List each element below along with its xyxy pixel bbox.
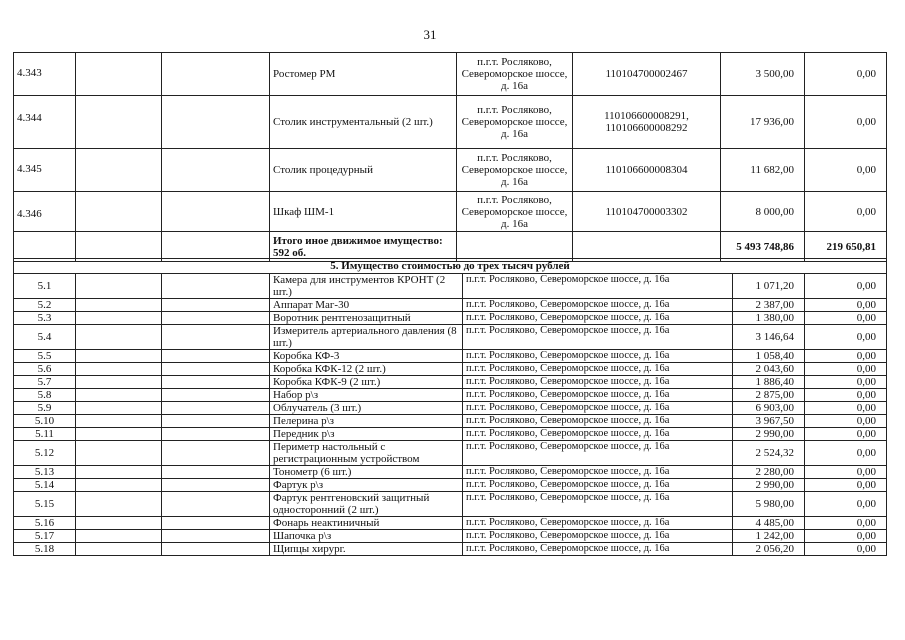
table-row — [14, 428, 887, 441]
residual-value: 0,00 — [805, 492, 887, 517]
empty-cell — [162, 325, 270, 350]
cost-value: 8 000,00 — [721, 192, 805, 232]
cost-value: 2 990,00 — [733, 479, 805, 492]
residual-value: 0,00 — [805, 402, 887, 415]
empty-cell — [162, 192, 270, 232]
residual-value: 0,00 — [805, 363, 887, 376]
residual-value: 0,00 — [805, 389, 887, 402]
empty-cell — [76, 466, 162, 479]
inventory-number: 110106600008291, 110106600008292 — [573, 96, 721, 149]
item-name: Набор р\з — [270, 389, 463, 402]
empty-cell — [76, 479, 162, 492]
cost-value: 1 380,00 — [733, 312, 805, 325]
cost-value: 2 875,00 — [733, 389, 805, 402]
table-row — [14, 466, 887, 479]
row-number: 5.8 — [14, 389, 76, 402]
residual-value: 0,00 — [805, 415, 887, 428]
empty-cell — [76, 149, 162, 192]
cost-value: 2 990,00 — [733, 428, 805, 441]
table-row — [14, 376, 887, 389]
row-number: 5.1 — [14, 274, 76, 299]
empty-cell — [76, 312, 162, 325]
table-row — [14, 415, 887, 428]
row-number: 5.15 — [14, 492, 76, 517]
cost-value: 3 500,00 — [721, 53, 805, 96]
item-location: п.г.т. Росляково, Североморское шоссе, д. 16а — [463, 415, 733, 428]
item-location: п.г.т. Росляково, Североморское шоссе, д. 16а — [463, 376, 733, 389]
empty-cell — [76, 299, 162, 312]
cost-value: 2 524,32 — [733, 441, 805, 466]
table-row — [14, 530, 887, 543]
item-name: Коробка КФК-12 (2 шт.) — [270, 363, 463, 376]
cost-value: 2 043,60 — [733, 363, 805, 376]
empty-cell — [76, 415, 162, 428]
row-number: 4.343 — [14, 53, 76, 96]
row-number: 4.345 — [14, 149, 76, 192]
row-number: 4.346 — [14, 192, 76, 232]
item-name: Аппарат Маг-30 — [270, 299, 463, 312]
cost-value: 2 280,00 — [733, 466, 805, 479]
item-name: Ростомер РМ — [270, 53, 457, 96]
inventory-number: 110104700003302 — [573, 192, 721, 232]
empty-cell — [162, 543, 270, 556]
empty-cell — [76, 441, 162, 466]
residual-value: 0,00 — [805, 312, 887, 325]
empty-cell — [162, 389, 270, 402]
empty-cell — [162, 376, 270, 389]
item-location: п.г.т. Росляково, Североморское шоссе, д. 16а — [463, 402, 733, 415]
empty-cell — [162, 149, 270, 192]
empty-cell — [76, 53, 162, 96]
item-location: п.г.т. Росляково, Североморское шоссе, д. 16а — [463, 325, 733, 350]
empty-cell — [162, 96, 270, 149]
item-name: Шкаф ШМ-1 — [270, 192, 457, 232]
item-name: Фонарь неактиничный — [270, 517, 463, 530]
item-name: Фартук рентгеновский защитный односторонний (2 шт.) — [270, 492, 463, 517]
row-number: 5.9 — [14, 402, 76, 415]
residual-value: 0,00 — [805, 96, 887, 149]
residual-value: 0,00 — [805, 517, 887, 530]
row-number: 5.7 — [14, 376, 76, 389]
table-row — [14, 53, 887, 96]
item-name: Шапочка р\з — [270, 530, 463, 543]
page-number: 31 — [423, 27, 437, 42]
residual-value: 0,00 — [805, 350, 887, 363]
row-number: 4.344 — [14, 96, 76, 149]
item-name: Пелерина р\з — [270, 415, 463, 428]
empty-cell — [162, 428, 270, 441]
table-row — [14, 192, 887, 232]
total-residual: 219 650,81 — [805, 232, 887, 262]
empty-cell — [162, 517, 270, 530]
cost-value: 11 682,00 — [721, 149, 805, 192]
cost-value: 1 242,00 — [733, 530, 805, 543]
item-location: п.г.т. Росляково, Североморское шоссе, д. 16а — [463, 517, 733, 530]
row-number: 5.14 — [14, 479, 76, 492]
item-name: Воротник рентгенозащитный — [270, 312, 463, 325]
residual-value: 0,00 — [805, 274, 887, 299]
property-table-top — [13, 52, 887, 262]
property-table-bottom — [13, 258, 887, 556]
item-location: п.г.т. Росляково, Североморское шоссе, д. 16а — [463, 389, 733, 402]
cost-value: 6 903,00 — [733, 402, 805, 415]
row-number: 5.18 — [14, 543, 76, 556]
row-number: 5.5 — [14, 350, 76, 363]
residual-value: 0,00 — [805, 428, 887, 441]
item-location: п.г.т. Росляково, Североморское шоссе, д. 16а — [457, 96, 573, 149]
table-row — [14, 96, 887, 149]
empty-cell — [162, 299, 270, 312]
item-name: Облучатель (3 шт.) — [270, 402, 463, 415]
empty-cell — [573, 232, 721, 262]
item-location: п.г.т. Росляково, Североморское шоссе, д. 16а — [463, 530, 733, 543]
empty-cell — [76, 274, 162, 299]
item-name: Коробка КФК-9 (2 шт.) — [270, 376, 463, 389]
table-row — [14, 274, 887, 299]
empty-cell — [162, 479, 270, 492]
section-title: 5. Имущество стоимостью до трех тысяч рублей — [14, 259, 887, 274]
item-name: Коробка КФ-3 — [270, 350, 463, 363]
empty-cell — [162, 492, 270, 517]
item-name: Периметр настольный с регистрационным устройством — [270, 441, 463, 466]
table-row — [14, 350, 887, 363]
row-number: 5.6 — [14, 363, 76, 376]
residual-value: 0,00 — [805, 192, 887, 232]
table-row — [14, 441, 887, 466]
item-location: п.г.т. Росляково, Североморское шоссе, д. 16а — [463, 428, 733, 441]
empty-cell — [76, 376, 162, 389]
table-row — [14, 325, 887, 350]
empty-cell — [76, 492, 162, 517]
item-location: п.г.т. Росляково, Североморское шоссе, д. 16а — [457, 192, 573, 232]
residual-value: 0,00 — [805, 299, 887, 312]
cost-value: 3 146,64 — [733, 325, 805, 350]
item-location: п.г.т. Росляково, Североморское шоссе, д. 16а — [457, 149, 573, 192]
empty-cell — [162, 274, 270, 299]
empty-cell — [14, 232, 76, 262]
item-location: п.г.т. Росляково, Североморское шоссе, д. 16а — [457, 53, 573, 96]
empty-cell — [76, 389, 162, 402]
residual-value: 0,00 — [805, 53, 887, 96]
item-location: п.г.т. Росляково, Североморское шоссе, д. 16а — [463, 543, 733, 556]
row-number: 5.12 — [14, 441, 76, 466]
item-name: Измеритель артериального давления (8 шт.) — [270, 325, 463, 350]
cost-value: 1 058,40 — [733, 350, 805, 363]
inventory-number: 110106600008304 — [573, 149, 721, 192]
empty-cell — [76, 517, 162, 530]
empty-cell — [76, 325, 162, 350]
row-number: 5.4 — [14, 325, 76, 350]
item-location: п.г.т. Росляково, Североморское шоссе, д. 16а — [463, 299, 733, 312]
residual-value: 0,00 — [805, 376, 887, 389]
residual-value: 0,00 — [805, 466, 887, 479]
cost-value: 1 071,20 — [733, 274, 805, 299]
row-number: 5.2 — [14, 299, 76, 312]
item-location: п.г.т. Росляково, Североморское шоссе, д. 16а — [463, 274, 733, 299]
section-header-row — [14, 259, 887, 274]
empty-cell — [76, 96, 162, 149]
item-name: Щипцы хирург. — [270, 543, 463, 556]
item-location: п.г.т. Росляково, Североморское шоссе, д. 16а — [463, 441, 733, 466]
residual-value: 0,00 — [805, 543, 887, 556]
row-number: 5.10 — [14, 415, 76, 428]
total-cost: 5 493 748,86 — [721, 232, 805, 262]
empty-cell — [162, 312, 270, 325]
empty-cell — [76, 192, 162, 232]
table-row — [14, 312, 887, 325]
empty-cell — [162, 363, 270, 376]
empty-cell — [457, 232, 573, 262]
row-number: 5.3 — [14, 312, 76, 325]
item-location: п.г.т. Росляково, Североморское шоссе, д. 16а — [463, 363, 733, 376]
cost-value: 2 056,20 — [733, 543, 805, 556]
row-number: 5.11 — [14, 428, 76, 441]
inventory-number: 110104700002467 — [573, 53, 721, 96]
cost-value: 2 387,00 — [733, 299, 805, 312]
table-row — [14, 479, 887, 492]
residual-value: 0,00 — [805, 149, 887, 192]
cost-value: 4 485,00 — [733, 517, 805, 530]
empty-cell — [162, 350, 270, 363]
cost-value: 5 980,00 — [733, 492, 805, 517]
empty-cell — [162, 415, 270, 428]
residual-value: 0,00 — [805, 441, 887, 466]
row-number: 5.16 — [14, 517, 76, 530]
item-location: п.г.т. Росляково, Североморское шоссе, д. 16а — [463, 492, 733, 517]
table-row — [14, 402, 887, 415]
residual-value: 0,00 — [805, 530, 887, 543]
item-name: Фартук р\з — [270, 479, 463, 492]
table-row — [14, 149, 887, 192]
empty-cell — [76, 543, 162, 556]
empty-cell — [76, 350, 162, 363]
total-row — [14, 232, 887, 262]
empty-cell — [162, 232, 270, 262]
table-row — [14, 492, 887, 517]
item-location: п.г.т. Росляково, Североморское шоссе, д. 16а — [463, 479, 733, 492]
table-row — [14, 543, 887, 556]
empty-cell — [162, 53, 270, 96]
item-location: п.г.т. Росляково, Североморское шоссе, д. 16а — [463, 350, 733, 363]
item-name: Передник р\з — [270, 428, 463, 441]
item-name: Столик инструментальный (2 шт.) — [270, 96, 457, 149]
item-name: Тонометр (6 шт.) — [270, 466, 463, 479]
table-row — [14, 389, 887, 402]
item-location: п.г.т. Росляково, Североморское шоссе, д. 16а — [463, 312, 733, 325]
item-location: п.г.т. Росляково, Североморское шоссе, д. 16а — [463, 466, 733, 479]
empty-cell — [162, 466, 270, 479]
item-name: Камера для инструментов КРОНТ (2 шт.) — [270, 274, 463, 299]
table-row — [14, 299, 887, 312]
empty-cell — [76, 530, 162, 543]
empty-cell — [76, 232, 162, 262]
cost-value: 3 967,50 — [733, 415, 805, 428]
residual-value: 0,00 — [805, 325, 887, 350]
table-row — [14, 363, 887, 376]
empty-cell — [162, 530, 270, 543]
residual-value: 0,00 — [805, 479, 887, 492]
table-row — [14, 517, 887, 530]
item-name: Столик процедурный — [270, 149, 457, 192]
empty-cell — [162, 441, 270, 466]
row-number: 5.17 — [14, 530, 76, 543]
cost-value: 1 886,40 — [733, 376, 805, 389]
total-label: Итого иное движимое имущество: 592 об. — [270, 232, 457, 262]
row-number: 5.13 — [14, 466, 76, 479]
empty-cell — [76, 402, 162, 415]
empty-cell — [76, 428, 162, 441]
empty-cell — [76, 363, 162, 376]
empty-cell — [162, 402, 270, 415]
cost-value: 17 936,00 — [721, 96, 805, 149]
